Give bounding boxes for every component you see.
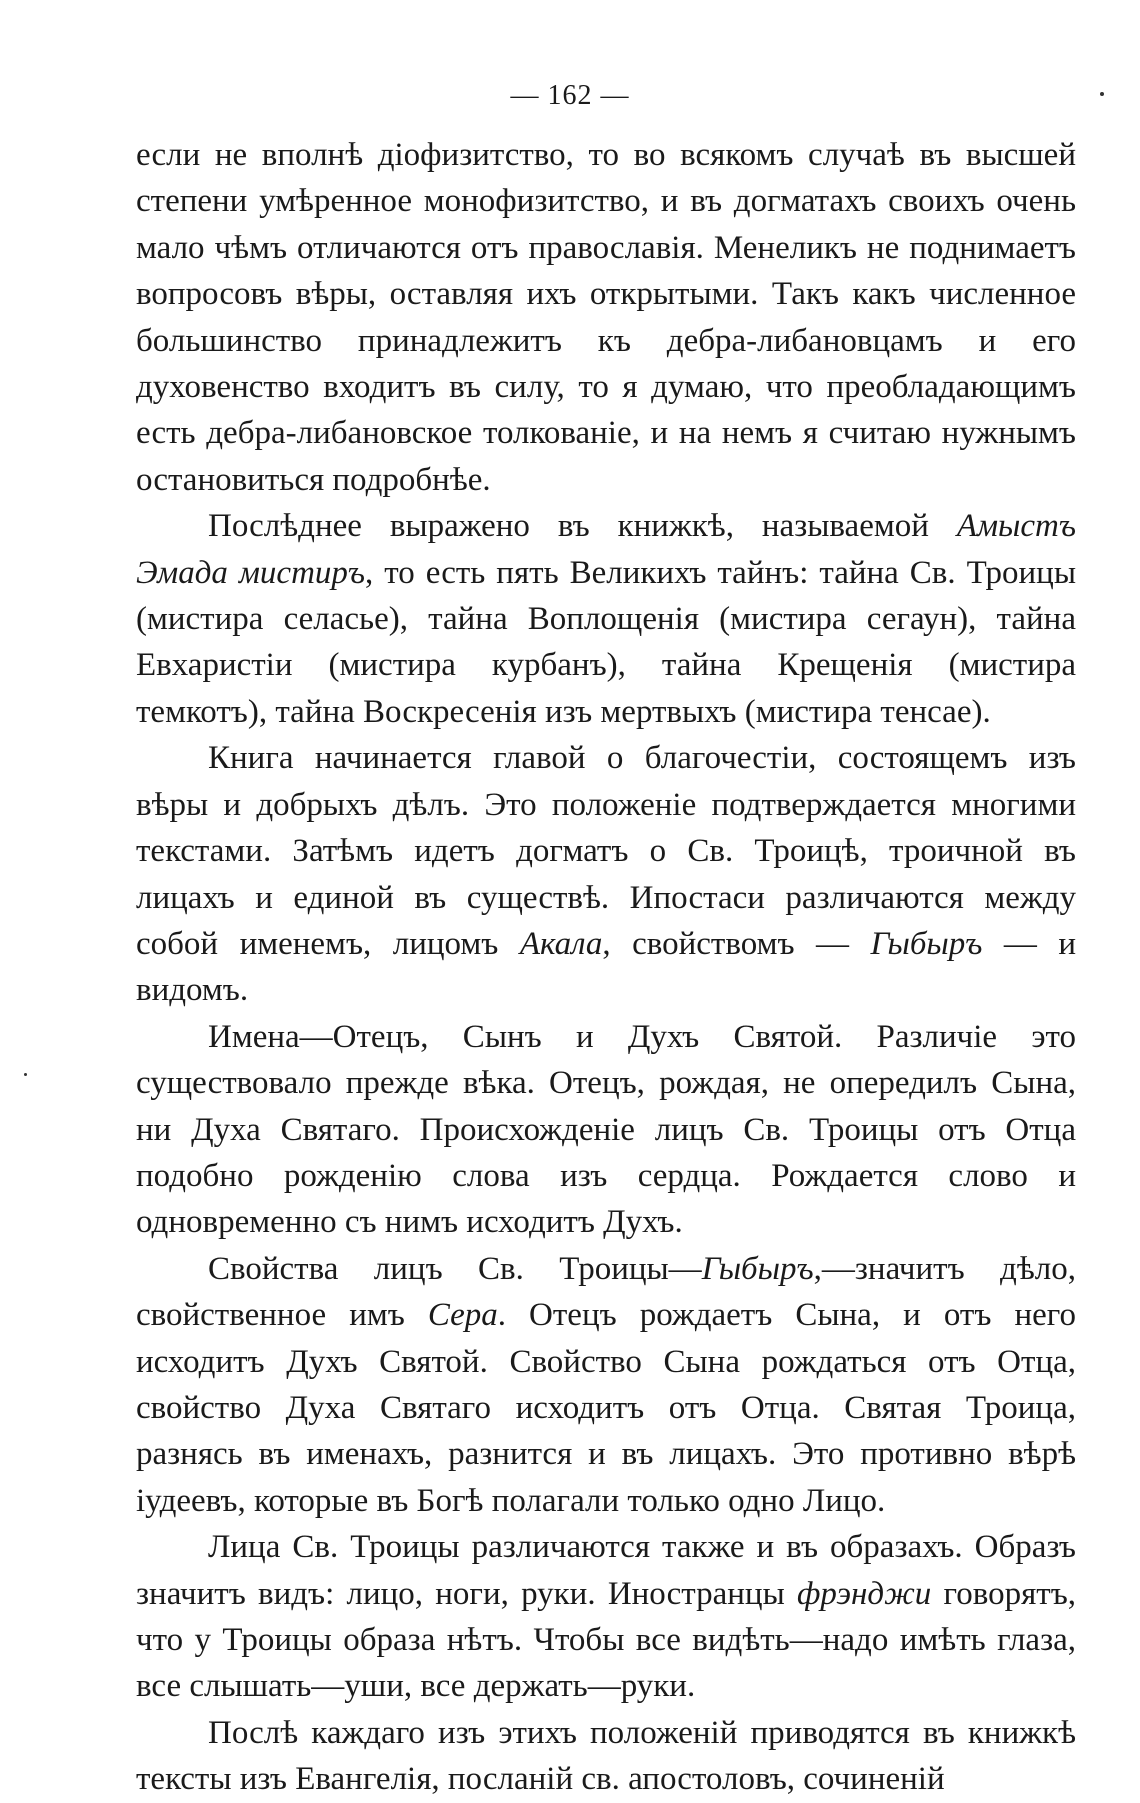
ink-speck — [24, 1073, 27, 1076]
paragraph — [136, 132, 1076, 503]
italic-term: Гыбыръ — [870, 925, 983, 962]
text-run: говорятъ, что у Троицы образа нѣтъ. Чтобы все видѣть—надо имѣть глаза, все слышать—уши, все держать—руки. — [136, 1575, 1077, 1705]
text-run: Книга начинается главой о благочестіи, состоящемъ изъ вѣры и добрыхъ дѣлъ. Это положеніе подтверждается многими текстами. Затѣмъ идетъ догматъ о Св. Троицѣ, троичной въ лицахъ и единой въ существѣ. Ипостаси различаются между собой именемъ, лицомъ — [136, 740, 1076, 962]
text-run: Имена—Отецъ, Сынъ и Духъ Святой. Различіе это существовало прежде вѣка. Отецъ, рождая, не опередилъ Сына, ни Духа Святаго. Происхожденіе лицъ Св. Троицы отъ Отца подобно рожденію слова изъ сердца. Рождается слово и одновременно съ нимъ исходитъ Духъ. — [136, 1018, 1076, 1241]
text-run: Послѣ каждаго изъ этихъ положеній приводятся въ книжкѣ тексты изъ Евангелія, посланій св. апостоловъ, сочиненій — [136, 1714, 1076, 1798]
text-run: ,—значитъ дѣло, свойственное имъ — [136, 1250, 1076, 1334]
text-run: Послѣднее выражено въ книжкѣ, называемой — [208, 508, 957, 545]
text-run: , свойствомъ — — [602, 925, 871, 962]
text-run: если не вполнѣ діофизитство, то во всякомъ случаѣ въ высшей степени умѣренное монофизитство, и въ догматахъ своихъ очень мало чѣмъ отличаются отъ православія. Менеликъ не поднимаетъ вопросовъ вѣры, оставляя ихъ открытыми. Такъ какъ численное большинство принадлежитъ къ дебра-либановцамъ и его духовенство входитъ въ силу, то я думаю, что преобладающимъ есть дебра-либановское толкованіе, и на немъ я считаю нужнымъ остановиться подробнѣе. — [136, 137, 1076, 498]
italic-term: Сера — [427, 1297, 498, 1334]
paragraph — [136, 1014, 1076, 1246]
italic-term: фрэнджи — [796, 1575, 932, 1612]
italic-term: Амыстъ Эмада мистиръ — [136, 508, 1076, 591]
text-block — [136, 132, 1076, 1803]
text-run: . Отецъ рождаетъ Сына, и отъ него исходитъ Духъ Святой. Свойство Сына рождаться отъ Отца, свойство Духа Святаго исходитъ отъ Отца. Святая Троица, разнясь въ именахъ, разнится и въ лицахъ. Это противно вѣрѣ іудеевъ, которые въ Богѣ полагали только одно Лицо. — [136, 1297, 1076, 1519]
paragraph — [136, 735, 1076, 1013]
text-run: Свойства лицъ Св. Троицы— — [208, 1250, 702, 1287]
ink-speck — [1100, 92, 1104, 96]
text-run: — и видомъ. — [136, 925, 1076, 1009]
text-run: , то есть пять Великихъ тайнъ: тайна Св. Троицы (мистира селасье), тайна Воплощенія (мистира сегаун), тайна Евхаристіи (мистира курбанъ), тайна Крещенія (мистира темкотъ), тайна Воскресенія изъ мертвыхъ (мистира тенсае). — [136, 554, 1076, 730]
italic-term: Акала — [519, 925, 603, 962]
paragraph — [136, 1710, 1076, 1803]
text-run: Лица Св. Троицы различаются также и въ образахъ. Образъ значитъ видъ: лицо, ноги, руки. Иностранцы — [136, 1529, 1076, 1612]
paragraph — [136, 1246, 1076, 1524]
paragraph — [136, 1524, 1076, 1710]
italic-term: Гыбыръ — [701, 1250, 814, 1287]
page-number: — 162 — — [510, 80, 630, 111]
paragraph — [136, 503, 1076, 735]
